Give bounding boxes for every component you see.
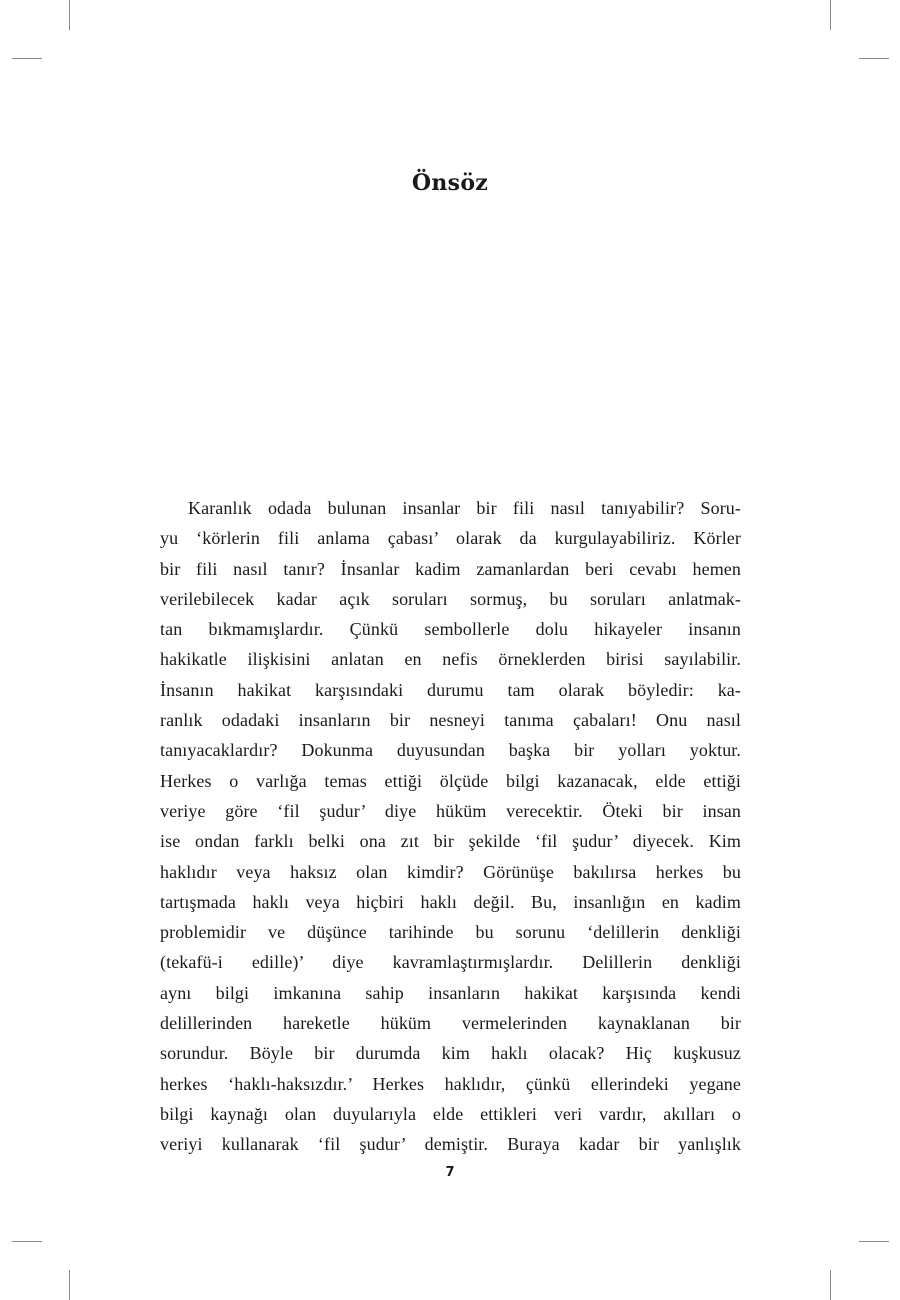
crop-mark-top-left-vertical: [69, 0, 70, 30]
text-line: aynı bilgi imkanına sahip insanların hakikat karşısında kendi: [160, 982, 741, 1003]
text-line: İnsanın hakikat karşısındaki durumu tam olarak böyledir: ka-: [160, 679, 741, 700]
page-number: 7: [445, 1165, 455, 1180]
crop-mark-top-left-horizontal: [12, 58, 42, 59]
text-line: haklıdır veya haksız olan kimdir? Görünüşe bakılırsa herkes bu: [160, 861, 741, 882]
text-line: tanıyacaklardır? Dokunma duyusundan başka bir yolları yoktur.: [160, 740, 741, 761]
crop-mark-bottom-left-vertical: [69, 1270, 70, 1300]
crop-mark-bottom-right-vertical: [830, 1270, 831, 1300]
text-line: verilebilecek kadar açık soruları sormuş, bu soruları anlatmak-: [160, 588, 741, 609]
text-line: yu ‘körlerin fili anlama çabası’ olarak da kurgulayabiliriz. Körler: [160, 528, 741, 549]
text-line: herkes ‘haklı-haksızdır.’ Herkes haklıdır, çünkü ellerindeki yegane: [160, 1073, 741, 1094]
text-line: Karanlık odada bulunan insanlar bir fili nasıl tanıyabilir? Soru-: [188, 498, 741, 518]
text-line: delillerinden hareketle hüküm vermelerinden kaynaklanan bir: [160, 1013, 741, 1034]
text-line: problemidir ve düşünce tarihinde bu sorunu ‘delillerin denkliği: [160, 922, 741, 943]
page-title: Önsöz: [411, 170, 489, 196]
text-line: ise ondan farklı belki ona zıt bir şekilde ‘fil şudur’ diyecek. Kim: [160, 831, 741, 852]
crop-mark-top-right-horizontal: [859, 58, 889, 59]
text-line: tan bıkmamışlardır. Çünkü sembollerle dolu hikayeler insanın: [160, 619, 741, 640]
text-line: tartışmada haklı veya hiçbiri haklı değil. Bu, insanlığın en kadim: [160, 891, 741, 912]
crop-mark-bottom-left-horizontal: [12, 1241, 42, 1242]
text-line: sorundur. Böyle bir durumda kim haklı olacak? Hiç kuşkusuz: [160, 1043, 741, 1064]
crop-mark-bottom-right-horizontal: [859, 1241, 889, 1242]
text-line: veriyi kullanarak ‘fil şudur’ demiştir. Buraya kadar bir yanlışlık: [160, 1134, 741, 1155]
text-line: Herkes o varlığa temas ettiği ölçüde bilgi kazanacak, elde ettiği: [160, 770, 741, 791]
body-text: [160, 493, 741, 1160]
text-line: bir fili nasıl tanır? İnsanlar kadim zamanlardan beri cevabı hemen: [160, 558, 741, 579]
crop-mark-top-right-vertical: [830, 0, 831, 30]
text-line: hakikatle ilişkisini anlatan en nefis örneklerden birisi sayılabilir.: [160, 649, 741, 670]
text-line: bilgi kaynağı olan duyularıyla elde ettikleri veri vardır, akılları o: [160, 1103, 741, 1124]
text-line: (tekafü-i edille)’ diye kavramlaştırmışlardır. Delillerin denkliği: [160, 952, 741, 973]
text-line: veriye göre ‘fil şudur’ diye hüküm verecektir. Öteki bir insan: [160, 800, 741, 821]
text-line: ranlık odadaki insanların bir nesneyi tanıma çabaları! Onu nasıl: [160, 710, 741, 731]
